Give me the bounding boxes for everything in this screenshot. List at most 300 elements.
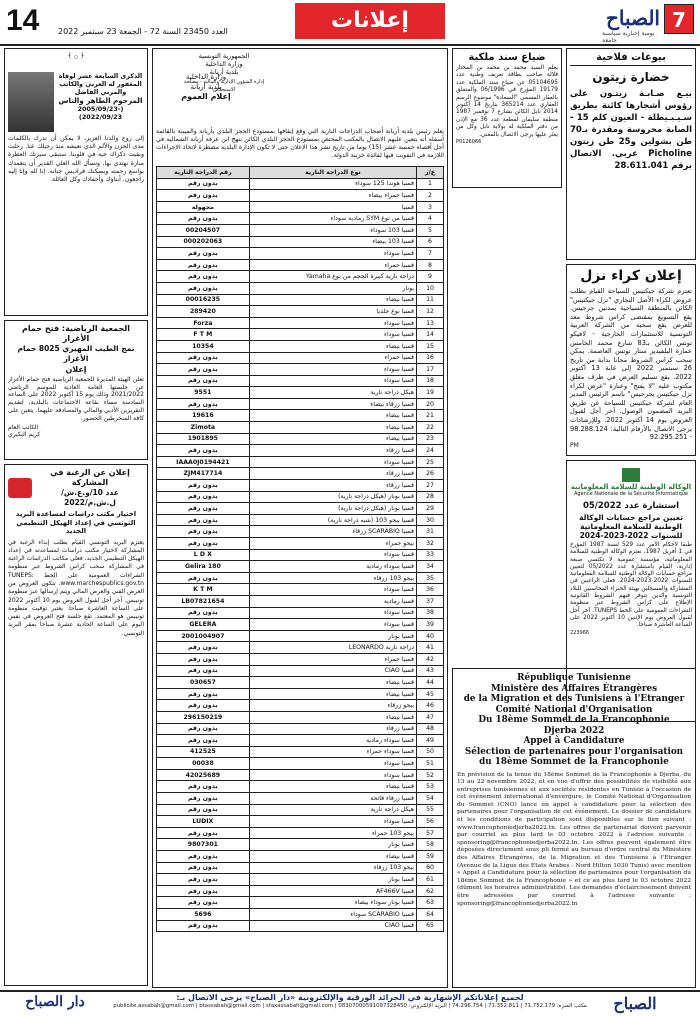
row-number: 9	[417, 271, 444, 283]
row-number: 12	[417, 306, 444, 318]
row-number: 7	[417, 248, 444, 260]
row-type: قسيا بيضاء	[249, 410, 416, 422]
row-type: قسيا سوداء رمادية	[249, 561, 416, 573]
row-plate: 296150219	[157, 711, 250, 723]
memorial-name: المرحوم الطاهر والناس	[58, 95, 143, 105]
row-number: 46	[417, 700, 444, 712]
sports-body: تعلن الهيئة المديرة للجمعية الرياضية فتح حمام الأغزاز عن جلستها العامة العادية للموسم الرياضي 2021/2022 وذلك يوم 15 أكتوبر 2022 على الساعة السادسة مساء بقاعة الاجتماعات بالبلدية، لتقديم التقريرين الأدبي والمالي والمصادقة عليهما. يتعين على كافة المنخرطين الحضور.	[8, 376, 145, 422]
row-number: 5	[417, 224, 444, 236]
row-plate: F T M	[157, 329, 250, 341]
row-plate: بدون رقم	[157, 665, 250, 677]
table-row	[157, 398, 444, 410]
row-type: قسيا سوداء	[249, 758, 416, 770]
municipality-notice	[152, 48, 448, 988]
row-plate: بدون رقم	[157, 248, 250, 260]
table-row	[157, 746, 444, 758]
table-row	[157, 201, 444, 213]
row-type: قسيا سوداء	[249, 816, 416, 828]
loss-title: ضياع سند ملكية	[468, 52, 546, 63]
row-number: 27	[417, 480, 444, 492]
table-row	[157, 294, 444, 306]
row-number: 59	[417, 851, 444, 863]
footer-logo-right: الصباح	[613, 994, 657, 1013]
row-plate: بدون رقم	[157, 793, 250, 805]
table-row	[157, 317, 444, 329]
notice-title: إعلام العموم	[181, 92, 231, 101]
row-number: 48	[417, 723, 444, 735]
table-row	[157, 769, 444, 781]
table-row	[157, 503, 444, 515]
row-type: قسيا بيضاء	[249, 422, 416, 434]
row-type: قسيا بيضاء	[249, 688, 416, 700]
row-number: 26	[417, 468, 444, 480]
sports-signer-title: الكاتب العام	[8, 424, 39, 432]
table-row	[157, 711, 444, 723]
table-row	[157, 781, 444, 793]
row-plate: 000202063	[157, 236, 250, 248]
notice-intro: يعلم رئيس بلدية أريانة أصحاب الدراجات النارية التي وقع إيقافها بمستودع الحجز البلدي بأريانة والمبينة بالقائمة أسفله أنه يتعين عليهم الاتصال بالمكتب المختص بمستودع الحجز البلدي الكائن بنهج ابن عرفة أريانة الشمالية في أجل أقصاه خمسة عشر (15) يوما من تاريخ نشر هذا الإعلان حتى لا تكون الإدارة البلدية مضطرة لاتخاذ الإجراءات اللازمة في التفويت فيها لفائدة خزينة الدولة.	[156, 128, 444, 159]
row-number: 4	[417, 213, 444, 225]
table-row	[157, 445, 444, 457]
agency-emblem-icon	[622, 468, 640, 482]
row-plate: بدون رقم	[157, 445, 250, 457]
row-number: 45	[417, 688, 444, 700]
row-plate: بدون رقم	[157, 804, 250, 816]
row-plate: بدون رقم	[157, 897, 250, 909]
row-type: قسيا سوداء	[249, 607, 416, 619]
table-row	[157, 862, 444, 874]
row-number: 29	[417, 503, 444, 515]
fr-line-9: du 18ème Sommet de la Francophonie	[479, 757, 669, 767]
row-plate: بدون رقم	[157, 213, 250, 225]
fr-line-2: Ministère des Affaires Étrangères	[490, 683, 658, 694]
row-plate: بدون رقم	[157, 688, 250, 700]
row-type: دراجة نارية كبيرة الحجم من نوع Yamaha	[249, 271, 416, 283]
row-plate: بدون رقم	[157, 862, 250, 874]
row-number: 33	[417, 549, 444, 561]
logo-name: الصباح	[605, 6, 660, 30]
row-type: قسيا حمراء	[249, 259, 416, 271]
table-row	[157, 514, 444, 526]
row-type: قسيا سوداء حمراء	[249, 746, 416, 758]
row-plate: بدون رقم	[157, 920, 250, 932]
table-row	[157, 897, 444, 909]
row-type: قسيا بونار	[249, 839, 416, 851]
ansi-title: استشارة عدد 05/2022	[582, 501, 680, 511]
table-row	[157, 178, 444, 190]
rent-code: PM	[570, 441, 579, 449]
row-type: قسيا نوع جلديا	[249, 306, 416, 318]
row-plate: Zimota	[157, 422, 250, 434]
footer-contact: مكتب المنزه: 71.752.179 | 71.352.811 | 74.296.754 | البريد الإلكتروني: publicite.assabah@gmail.com | btassabah@gmail.com | sfaxassabah@gmail.com | 08307000591097328450	[113, 1003, 587, 1009]
row-plate: بدون رقم	[157, 190, 250, 202]
row-plate: بدون رقم	[157, 827, 250, 839]
memorial-title: الذكرى السابعة عشر لوفاة المغفور له العربي والكاتب والمربي الفاضل	[58, 72, 143, 97]
row-type: قسيا 103 بيضاء	[249, 236, 416, 248]
tender-body: يعتزم البريد التونسي القيام بطلب إبداء الرغبة في المشاركة لاختيار مكتب دراسات لمساعدته في إعداد الهيكل التنظيمي الجديد. فعلى مكاتب الدراسات الراغبة في المشاركة سحب كراس الشروط عبر منظومة الشراءات العمومية على الخط TUNEPS: www.marchespublics.gov.tn. تتكون العروض من العرض الفني والعرض المالي ويتم إرسالها عبر منظومة تونيبس. آخر أجل لقبول العروض يوم 10 أكتوبر 2022 على الساعة العاشرة صباحا. يعتبر توقيت منظومة تونيبس هو المعتمد. تقع جلسة فتح العروض في نفس اليوم على الساعة الحادية عشرة صباحا بمقر البريد التونسي.	[8, 538, 144, 637]
table-row	[157, 352, 444, 364]
table-row	[157, 851, 444, 863]
post-tender-ad	[4, 464, 148, 986]
row-type: قسيا بونار (هيكل دراجة نارية)	[249, 491, 416, 503]
table-row	[157, 735, 444, 747]
table-row	[157, 595, 444, 607]
table-row	[157, 642, 444, 654]
row-plate: بدون رقم	[157, 514, 250, 526]
section-title: إعلانات	[295, 3, 445, 39]
row-type: قسيا بونار (هيكل دراجة نارية)	[249, 503, 416, 515]
col-header-number: ع/ر	[417, 167, 444, 179]
row-number: 28	[417, 491, 444, 503]
row-type: قسيا زرقاء	[249, 480, 416, 492]
row-type: بيجو حمراء	[249, 538, 416, 550]
table-row	[157, 827, 444, 839]
row-type: قسيا بيجو 103 (شبه دراجة نارية)	[249, 514, 416, 526]
row-number: 56	[417, 816, 444, 828]
row-plate: بدون رقم	[157, 851, 250, 863]
row-type: قسيا سوداء	[249, 584, 416, 596]
table-row	[157, 549, 444, 561]
row-number: 57	[417, 827, 444, 839]
row-type: قسيا حمراء	[249, 653, 416, 665]
row-plate: بدون رقم	[157, 735, 250, 747]
row-type: قسيا حمراء	[249, 352, 416, 364]
table-row	[157, 224, 444, 236]
memorial-body: إلى روح والدنا العزيز، لا يمكن أن ندرك بالكلمات مدى الحزن والألم الذي نعيشه منذ رحيلك عنا. رحلت وبقيت ذكراك حية في قلوبنا، ستبقى سيرتك العطرة منارة نهتدي بها، ونسأل الله العلي القدير أن يتغمدك بواسع رحمته ويسكنك فراديس جنانه. إنا لله وإنا إليه راجعون. أبناؤك وأحفادك وكل العائلة.	[8, 135, 144, 184]
table-row	[157, 422, 444, 434]
row-plate: بدون رقم	[157, 352, 250, 364]
row-type: بيجو 103 زرقاء	[249, 572, 416, 584]
row-number: 2	[417, 190, 444, 202]
row-number: 38	[417, 607, 444, 619]
row-plate: 2001004907	[157, 630, 250, 642]
row-plate: L D X	[157, 549, 250, 561]
row-plate: بدون رقم	[157, 723, 250, 735]
row-plate: 1901895	[157, 433, 250, 445]
row-plate: 00038	[157, 758, 250, 770]
row-plate: 19616	[157, 410, 250, 422]
row-number: 19	[417, 387, 444, 399]
row-number: 52	[417, 769, 444, 781]
row-plate: Forza	[157, 317, 250, 329]
row-number: 21	[417, 410, 444, 422]
gov-block-left	[166, 72, 246, 102]
row-number: 36	[417, 584, 444, 596]
memorial-ad	[4, 48, 148, 316]
row-type: هيكل دراجة نارية	[249, 387, 416, 399]
memorial-dates: (2005/09/23-2022/09/23)	[77, 104, 124, 122]
row-plate: بدون رقم	[157, 572, 250, 584]
ansi-code: 223966	[570, 629, 590, 636]
row-type: قسيا بونار سوداء بيضاء	[249, 897, 416, 909]
agri-subtitle: خضارة زيتون	[592, 70, 670, 84]
row-plate: 9807301	[157, 839, 250, 851]
row-plate: بدون رقم	[157, 178, 250, 190]
fr-line-3: de la Migration et des Tunisiens à l'Etranger	[463, 694, 685, 704]
table-row	[157, 375, 444, 387]
table-row	[157, 630, 444, 642]
notice-header	[156, 52, 444, 128]
left-column	[4, 48, 148, 988]
row-number: 25	[417, 456, 444, 468]
mid-right-spacer	[452, 192, 562, 664]
row-type: قسيا بيضاء	[249, 781, 416, 793]
row-type: قسيا زرقاء	[249, 445, 416, 457]
table-row	[157, 723, 444, 735]
fr-line-7: Appel à Candidature	[523, 736, 625, 746]
row-type: قسيا سوداء	[249, 375, 416, 387]
row-plate: بدون رقم	[157, 259, 250, 271]
row-number: 44	[417, 677, 444, 689]
row-number: 62	[417, 885, 444, 897]
table-row	[157, 758, 444, 770]
row-plate: 412525	[157, 746, 250, 758]
row-type: قسيا رمادية	[249, 595, 416, 607]
row-plate: 030657	[157, 677, 250, 689]
row-number: 1	[417, 178, 444, 190]
row-plate: Gelira 180	[157, 561, 250, 573]
row-number: 11	[417, 294, 444, 306]
table-row	[157, 340, 444, 352]
table-row	[157, 387, 444, 399]
table-row	[157, 920, 444, 932]
row-type: قسيا CIAO	[249, 920, 416, 932]
logo-tagline: يومية إخبارية سياسية جامعة	[602, 30, 655, 44]
ansi-subtitle: تعيين مراجع حسابات الوكالة الوطنية للسلامة المعلوماتية للسنوات 2022-2023-2024	[579, 513, 683, 540]
gov-left-ministry: وزارة الداخلية	[185, 73, 227, 81]
row-number: 58	[417, 839, 444, 851]
row-number: 63	[417, 897, 444, 909]
row-number: 50	[417, 746, 444, 758]
fr-body: En prévision de la tenue du 18ème Sommet de la Francophonie à Djerba, du 13 au 22 novembre 2022, et en vue d'offrir des possibilités de visibilité aux entreprises tunisiennes et aux sociétés résidentes en Tunisie à l'occasion de cet événement international d'envergure, le Comité National d'Organisation du Sommet (CNO) lance un appel à candidature pour la sélection des partenaires pour l'organisation de cet événement. Le dossier de candidature et les conditions de participation sont disponibles sur le lien suivant : www.francophoniedjerba2022.tn. Les offres de partenariat doivent parvenir par courriel au plus tard le 03 octobre 2022 à l'adresse suivante : sponsoring@francophoniedjerba2022.tn. Les offres peuvent également être déposées directement sous pli fermé au bureau d'ordre central du Ministère des Affaires Étrangères, de la Migration et des Tunisiens à l'Etranger (Avenue de la Ligue des Etats Arabes - Nord Hilton 1030 Tunis) avec mention « Appel à Candidature pour la sélection de partenaires pour l'organisation du 18ème Sommet de la Francophonie » et ce au plus tard le 03 octobre 2022 (dûment les horaires administratifs). Les demandes d'éclaircissement doivent être adressées par courriel à l'adresse suivante : sponsoring@francophoniedjerba2022.tn	[457, 771, 691, 907]
row-type: قسيا زرقاء	[249, 468, 416, 480]
table-row	[157, 561, 444, 573]
row-number: 14	[417, 329, 444, 341]
page-footer	[0, 990, 700, 1017]
table-row	[157, 480, 444, 492]
row-type: قسيا سوداء	[249, 364, 416, 376]
row-plate: بدون رقم	[157, 607, 250, 619]
row-type: دراجة نارية LEONARDO	[249, 642, 416, 654]
row-plate: 42025689	[157, 769, 250, 781]
row-type: قسيا بيضاء	[249, 711, 416, 723]
row-number: 34	[417, 561, 444, 573]
table-row	[157, 688, 444, 700]
row-plate: بدون رقم	[157, 885, 250, 897]
row-plate: 9551	[157, 387, 250, 399]
row-type: قسيا زرقاء	[249, 723, 416, 735]
row-number: 32	[417, 538, 444, 550]
row-type: بونار	[249, 282, 416, 294]
page-header	[0, 0, 700, 44]
tender-title: إعلان عن الرغبة في المشاركة	[50, 468, 130, 487]
row-number: 16	[417, 352, 444, 364]
footer-logo-left: دار الصباح	[25, 994, 85, 1010]
table-row	[157, 909, 444, 921]
row-type: قسيا بيضاء	[249, 294, 416, 306]
row-plate: بدون رقم	[157, 491, 250, 503]
row-type: قسيا SCARABIO سوداء	[249, 909, 416, 921]
table-row	[157, 607, 444, 619]
row-number: 37	[417, 595, 444, 607]
gov-municipality: بلدية أريانة	[209, 68, 239, 76]
row-type: قسيا هوندا 125 سوداء	[249, 178, 416, 190]
table-row	[157, 329, 444, 341]
row-plate: بدون رقم	[157, 282, 250, 294]
row-plate: بدون رقم	[157, 700, 250, 712]
row-number: 39	[417, 619, 444, 631]
row-plate: 00204507	[157, 224, 250, 236]
row-type: قسيا	[249, 201, 416, 213]
loss-code: P0126066	[456, 139, 482, 146]
row-number: 30	[417, 514, 444, 526]
row-type: هيكل دراجة نارية	[249, 804, 416, 816]
row-plate: بدون رقم	[157, 375, 250, 387]
row-plate: بدون رقم	[157, 653, 250, 665]
row-type: قسيا 103 سوداء	[249, 224, 416, 236]
row-type: قسيا سوداء	[249, 329, 416, 341]
table-row	[157, 874, 444, 886]
row-type: قسيا زرقاء فاتحة	[249, 793, 416, 805]
row-type: قسيا سوداء	[249, 549, 416, 561]
row-plate: بدون رقم	[157, 480, 250, 492]
row-number: 43	[417, 665, 444, 677]
row-type: قسيا بونار	[249, 630, 416, 642]
rent-ad	[566, 264, 696, 456]
row-number: 31	[417, 526, 444, 538]
fr-line-6: Djerba 2022	[543, 725, 605, 736]
row-type: قسيا زرقاء بيضاء	[249, 398, 416, 410]
row-plate: بدون رقم	[157, 642, 250, 654]
table-row	[157, 306, 444, 318]
row-number: 3	[417, 201, 444, 213]
table-row	[157, 526, 444, 538]
sports-signer-name: كريم البكيري	[8, 431, 41, 439]
row-number: 20	[417, 398, 444, 410]
row-type: قسيا بيضاء	[249, 433, 416, 445]
row-type: بيجو زرقاء	[249, 700, 416, 712]
row-number: 22	[417, 422, 444, 434]
row-type: قسيا سوداء	[249, 619, 416, 631]
agri-ad	[566, 48, 696, 260]
table-row	[157, 491, 444, 503]
row-plate: بدون رقم	[157, 526, 250, 538]
memorial-verse: ﴿ ۞ ﴾	[67, 52, 85, 60]
row-plate: K T M	[157, 584, 250, 596]
fr-line-1: République Tunisienne	[517, 673, 631, 683]
memorial-photo	[8, 72, 54, 132]
table-row	[157, 271, 444, 283]
logo-mark: 7	[664, 4, 694, 34]
table-row	[157, 584, 444, 596]
tender-heading: اختيار مكتب دراسات لمساعدة البريد التونسي في إعداد الهيكل التنظيمي الجديد	[15, 510, 137, 535]
row-type: قسيا SCARABIO زرقاء	[249, 526, 416, 538]
sports-ad	[4, 320, 148, 460]
row-plate: ZJM417714	[157, 468, 250, 480]
row-plate: بدون رقم	[157, 874, 250, 886]
row-plate: بدون رقم	[157, 538, 250, 550]
table-row	[157, 885, 444, 897]
row-type: قسيا بيضاء	[249, 851, 416, 863]
row-plate: 5696	[157, 909, 250, 921]
row-plate: IAAA0J0194421	[157, 456, 250, 468]
row-number: 17	[417, 364, 444, 376]
table-row	[157, 456, 444, 468]
row-type: قسيا سوداء	[249, 769, 416, 781]
agri-title: بيوعات فلاحية	[570, 52, 692, 66]
row-type: قسيا CIAO	[249, 665, 416, 677]
row-plate: LUDIX	[157, 816, 250, 828]
row-type: قسيا حمراء بيضاء	[249, 190, 416, 202]
table-row	[157, 804, 444, 816]
row-number: 47	[417, 711, 444, 723]
footer-title: لجميع إعلاناتكم الإشهارية في الجرائد الورقية والإلكترونية «دار الصباح» يرجى الاتصال بـ:	[176, 993, 524, 1002]
row-type: قسيا سوداء	[249, 248, 416, 260]
table-row	[157, 282, 444, 294]
post-logo-icon	[8, 478, 32, 498]
row-plate: GELERA	[157, 619, 250, 631]
row-number: 53	[417, 781, 444, 793]
row-number: 65	[417, 920, 444, 932]
row-number: 51	[417, 758, 444, 770]
row-number: 13	[417, 317, 444, 329]
agency-name-fr: Agence Nationale de la Sécurité Informatique	[573, 491, 688, 497]
table-row	[157, 538, 444, 550]
row-number: 55	[417, 804, 444, 816]
header-rule	[0, 44, 700, 46]
table-row	[157, 572, 444, 584]
row-plate: بدون رقم	[157, 364, 250, 376]
sports-title: الجمعية الرياضية: فتح حمام الأغزاز	[22, 324, 130, 343]
loss-body: يعلم السيد محمد بن محمد بن المختار قلالة صاحب بطاقة تعريف وطنية عدد 05104695 عن ضياع سند الملكية عدد 19179 المؤرخ في 06/1996 والمتعلق بالعقار المسمى "السعادة" موضوع الرسم العقاري عدد 365214 بتاريخ 14 أكتوبر 2014 نابل الكائن بشارع 7 نوفمبر 1987 منطقة سليمان لقطعة عدد 36 مع الإذن من دفتر الملكية له بولاية نابل وكل من يعثر عليها يرجى الاتصال بالمعني.	[456, 65, 558, 138]
row-plate: 00016235	[157, 294, 250, 306]
loss-ad	[452, 48, 562, 188]
table-row	[157, 190, 444, 202]
gov-ministry: وزارة الداخلية	[205, 60, 243, 68]
table-row	[157, 677, 444, 689]
issue-line: العدد 23450 السنة 72 - الجمعة 23 سبتمبر 2022	[58, 27, 228, 36]
fr-line-8: Sélection de partenaires pour l'organisation	[464, 746, 684, 757]
table-row	[157, 619, 444, 631]
gov-left-municipality: بلدية أريانة	[190, 83, 222, 91]
tender-number: عدد 10/و.ع.ش/ل.ش.م/2022	[61, 488, 119, 507]
row-number: 64	[417, 909, 444, 921]
row-type: بيجو 103 زرقاء	[249, 862, 416, 874]
table-header-row	[157, 167, 444, 179]
francophonie-ad	[452, 668, 696, 988]
table-row	[157, 816, 444, 828]
row-type: قسيا سوداء	[249, 456, 416, 468]
table-row	[157, 700, 444, 712]
row-number: 6	[417, 236, 444, 248]
table-row	[157, 410, 444, 422]
row-plate: مجهولة	[157, 201, 250, 213]
row-plate: بدون رقم	[157, 781, 250, 793]
row-number: 61	[417, 874, 444, 886]
row-type: قسيا بيضاء	[249, 340, 416, 352]
fr-line-5: Du 18ème Sommet de la Francophonie	[478, 715, 670, 725]
row-type: قسيا بونار	[249, 874, 416, 886]
row-type: قسيا من نوع SYM رمادية سوداء	[249, 213, 416, 225]
gov-department: إدارة الشؤون الإدارية والمالية - مصلحة الاستخلاص	[183, 79, 265, 93]
rent-body: تعتزم شركة جيكتيس للسياحة القيام بطلب عروض لكراء الأصل التجاري "نزل جيكتيس" الكائن بالمنطقة السياحية بمدنين جرجيس. يقع التسويغ بمقتضى كراس شروط معد للغرض يقع سحبه من الشركة العربية التونسية للاستثمارات الخارجية - لافيكو تونس الكائن بـ83 شارع محمد الخامس عمارة البلفيدير ستار تونس العاصمة. يمكن سحب كراس الشروط مجانا بداية من تاريخ 26 سبتمبر 2022 إلى غاية 13 أكتوبر 2022. يقع تسليم العرض في ظرف مغلق مكتوب عليه "لا يفتح" وعبارة "عرض لكراء نزل جيكتيس بجرجيس" باسم الرئيس المدير العام لشركة جيكتيس للسياحة عن طريق البريد المضمون الوصول. آخر أجل لقبول العروض يوم 14 أكتوبر 2022. وللإرشادات يرجى الاتصال بالأرقام التالية: 98.288.124 - 92.295.251	[570, 287, 693, 442]
agency-name: الوكالة الوطنية للسلامة المعلوماتية	[570, 483, 692, 491]
row-plate: 289420	[157, 306, 250, 318]
row-number: 42	[417, 653, 444, 665]
row-type: قسيا سوداء	[249, 317, 416, 329]
table-row	[157, 839, 444, 851]
col-header-plate: رقم الدراجة النارية	[157, 167, 250, 179]
